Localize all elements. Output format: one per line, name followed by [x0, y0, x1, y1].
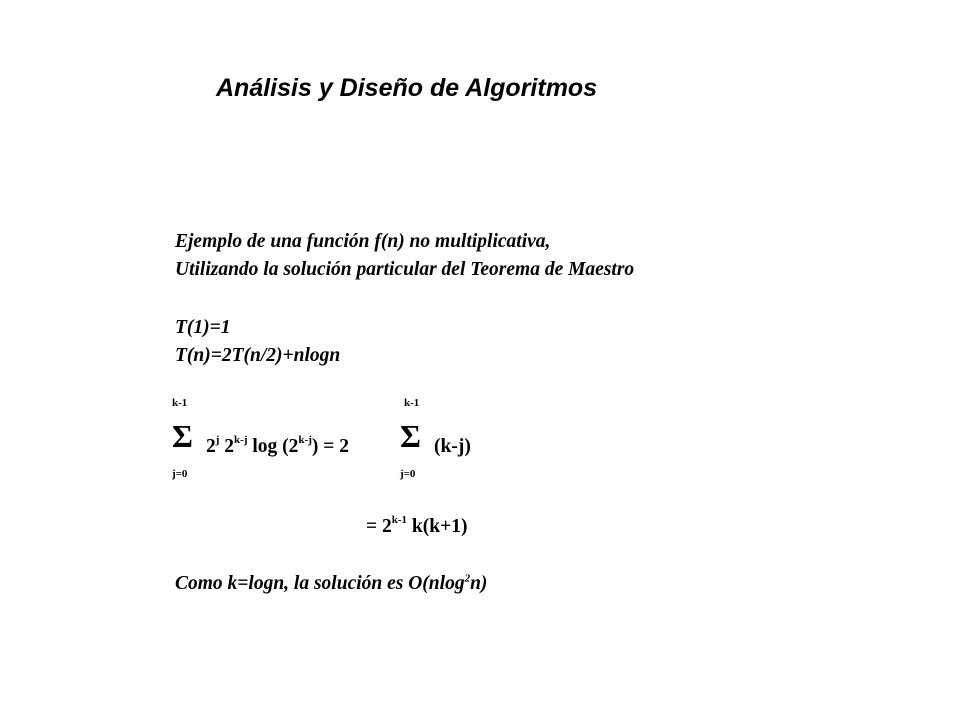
sum-upper-limit-1: k-1 [172, 397, 188, 409]
result-exp: k-1 [391, 513, 408, 526]
recurrence-step: T(n)=2T(n/2)+nlogn [175, 345, 341, 366]
summation-right-term: (k-j) [434, 436, 471, 457]
conclusion-end: n) [470, 573, 488, 594]
conclusion-text: Como k=logn, la solución es O(nlog [175, 573, 465, 594]
term-base-1: 2 [206, 436, 216, 457]
term-base-2: 2 [224, 436, 235, 457]
sum-lower-limit-2: j=0 [400, 468, 416, 480]
intro-line-1: Ejemplo de una función f(n) no multiplicativa, [175, 231, 551, 252]
recurrence-base: T(1)=1 [175, 317, 231, 338]
term-log-exp: k-j [298, 433, 312, 446]
term-equals: ) = 2 [311, 436, 349, 457]
conclusion-sup: 2 [464, 572, 471, 585]
intro-line-2: Utilizando la solución particular del Teorema de Maestro [175, 259, 635, 280]
sigma-symbol-2: Σ [400, 418, 421, 454]
conclusion-line [175, 574, 487, 594]
sigma-symbol-1: Σ [172, 418, 193, 454]
sum-lower-limit-1: j=0 [172, 468, 188, 480]
term-log: log (2 [252, 436, 299, 457]
result-suffix: k(k+1) [411, 516, 468, 537]
slide-title: Análisis y Diseño de Algoritmos [216, 74, 598, 102]
sum-upper-limit-2: k-1 [404, 397, 420, 409]
term-exp-kj: k-j [234, 433, 248, 446]
result-line [366, 513, 468, 537]
result-prefix: = 2 [366, 516, 392, 537]
summation-term [206, 433, 349, 457]
term-exp-j: j [215, 433, 220, 446]
